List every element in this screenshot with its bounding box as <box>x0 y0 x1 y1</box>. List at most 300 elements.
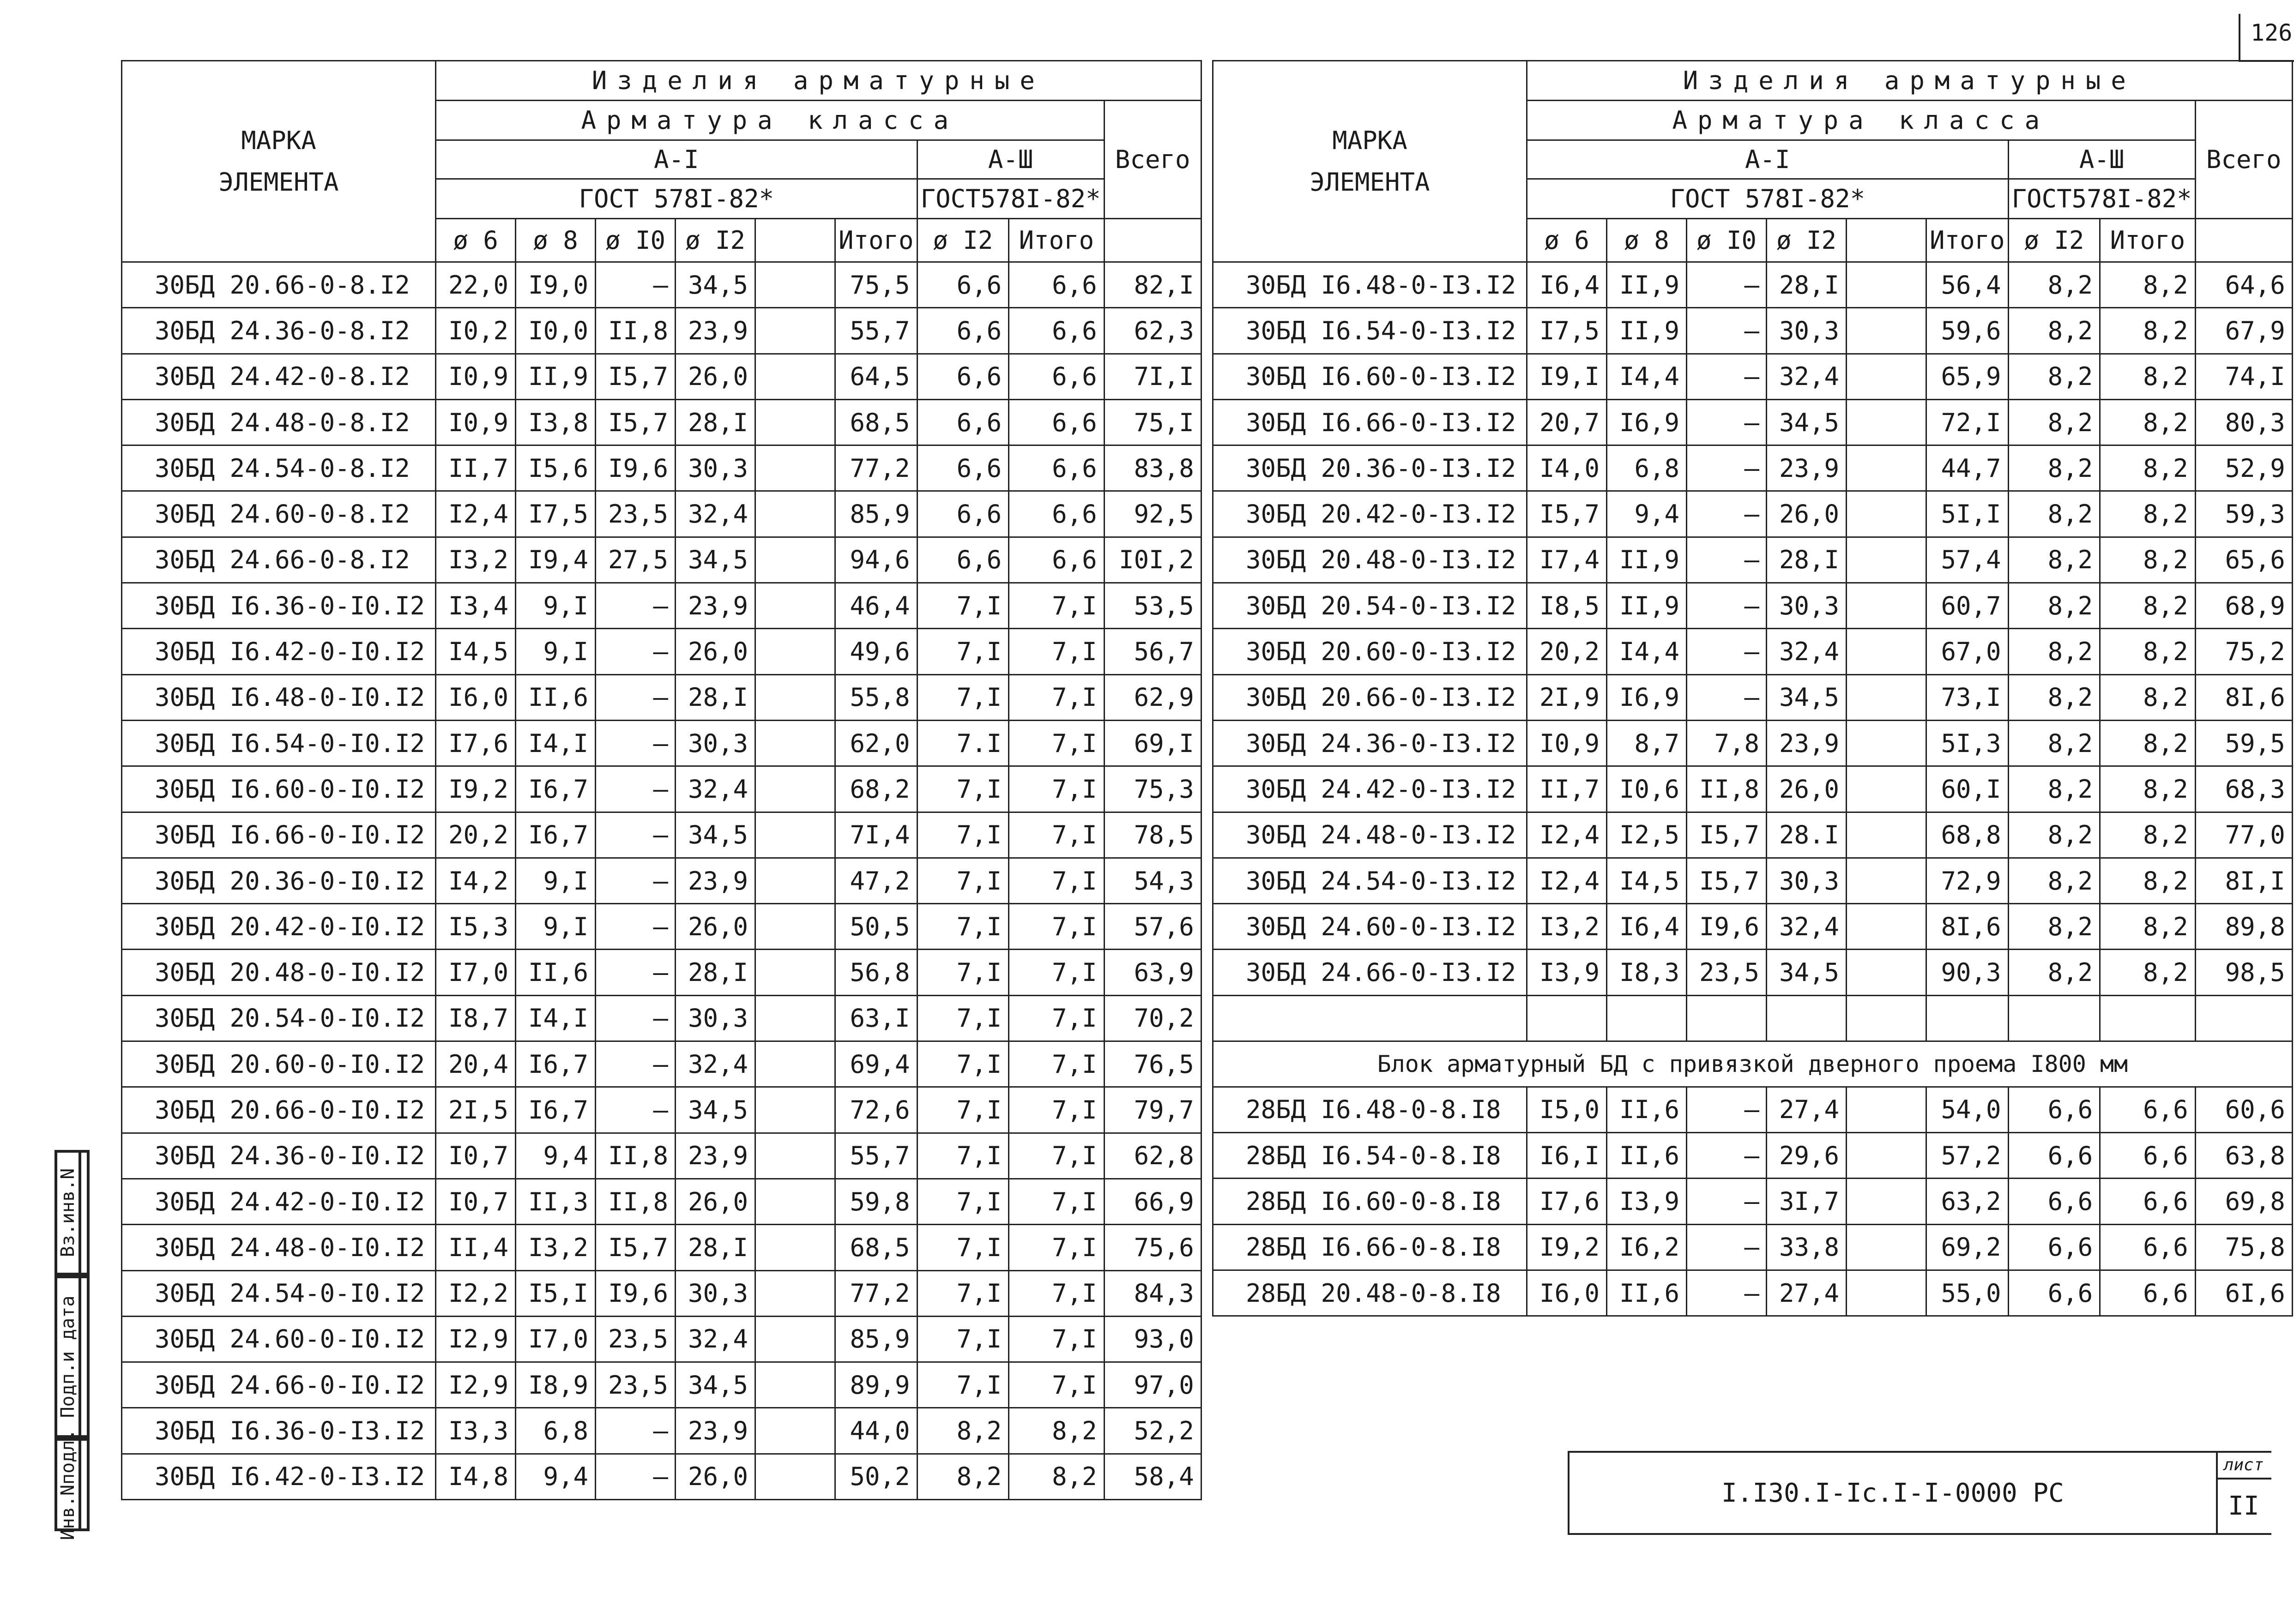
value-cell: 8,2 <box>2008 858 2100 903</box>
table-row <box>122 858 1201 903</box>
value-cell <box>1847 583 1926 629</box>
value-cell <box>755 308 835 354</box>
value-cell: 33,8 <box>1767 1224 1847 1270</box>
value-cell: 8,2 <box>2008 491 2100 537</box>
value-cell <box>755 720 835 766</box>
value-cell: 77,2 <box>835 1270 918 1316</box>
value-cell: 7,I <box>1009 950 1105 995</box>
element-mark: 30БД I6.54-0-I0.I2 <box>122 720 436 766</box>
value-cell: 8,2 <box>2100 720 2196 766</box>
value-cell: 8,2 <box>2100 583 2196 629</box>
value-cell: 68,9 <box>2195 583 2292 629</box>
value-cell: 34,5 <box>676 1087 755 1133</box>
value-cell <box>1847 1133 1926 1179</box>
value-cell: 6,6 <box>2008 1179 2100 1224</box>
element-mark: 30БД 24.60-0-I3.I2 <box>1213 904 1527 950</box>
value-cell: 80,3 <box>2195 399 2292 445</box>
value-cell: II,9 <box>516 354 596 399</box>
value-cell: 6,8 <box>516 1408 596 1454</box>
gost-header: ГОСТ 578I-82* <box>1527 179 2009 219</box>
value-cell: 7,I <box>917 1362 1009 1408</box>
value-cell: 65,6 <box>2195 537 2292 583</box>
table-row <box>122 1316 1201 1362</box>
element-mark: 30БД I6.66-0-I3.I2 <box>1213 399 1527 445</box>
value-cell <box>755 674 835 720</box>
value-cell: 28,I <box>676 674 755 720</box>
value-cell: – <box>1687 445 1767 491</box>
table-row <box>1213 262 2293 308</box>
value-cell: – <box>596 950 676 995</box>
empty-cell <box>1527 995 1607 1041</box>
value-cell: 23,9 <box>676 583 755 629</box>
table-row <box>1213 1270 2293 1316</box>
value-cell: 23,9 <box>676 308 755 354</box>
element-mark: 30БД 20.36-0-I3.I2 <box>1213 445 1527 491</box>
value-cell: 8,2 <box>2100 629 2196 674</box>
value-cell: 22,0 <box>436 262 516 308</box>
value-cell: 79,7 <box>1104 1087 1201 1133</box>
right-table-body <box>1213 262 2293 1316</box>
value-cell: I0,6 <box>1607 766 1687 812</box>
value-cell <box>755 858 835 903</box>
value-cell: – <box>596 720 676 766</box>
value-cell: I9,6 <box>596 1270 676 1316</box>
element-mark: 30БД 24.48-0-8.I2 <box>122 399 436 445</box>
table-row <box>1213 491 2293 537</box>
value-cell: 23,5 <box>596 1362 676 1408</box>
value-cell: I5,I <box>516 1270 596 1316</box>
value-cell: II,6 <box>516 674 596 720</box>
title-block <box>1568 1451 2271 1535</box>
value-cell: 26,0 <box>676 1454 755 1499</box>
value-cell: 8,2 <box>2100 904 2196 950</box>
element-mark: 30БД 20.54-0-I3.I2 <box>1213 583 1527 629</box>
value-cell: 6,6 <box>917 262 1009 308</box>
value-cell: 75,3 <box>1104 766 1201 812</box>
value-cell: 27,4 <box>1767 1270 1847 1316</box>
value-cell: I0,9 <box>1527 720 1607 766</box>
value-cell: I6,9 <box>1607 399 1687 445</box>
value-cell: 8,2 <box>2008 262 2100 308</box>
value-cell: 59,3 <box>2195 491 2292 537</box>
value-cell: 70,2 <box>1104 995 1201 1041</box>
element-mark: 28БД 20.48-0-8.I8 <box>1213 1270 1527 1316</box>
value-cell: 27,5 <box>596 537 676 583</box>
value-cell: 69,4 <box>835 1041 918 1087</box>
element-mark: 30БД 24.48-0-I0.I2 <box>122 1225 436 1270</box>
value-cell: II,7 <box>1527 766 1607 812</box>
col-d6: ø 6 <box>1527 219 1607 262</box>
total-header: Всего <box>1104 101 1201 219</box>
a3-header: А-Ш <box>2008 140 2195 179</box>
value-cell <box>755 1316 835 1362</box>
vzam-inv-label: Вз.инв.N <box>56 1151 80 1274</box>
inv-podl-label: Инв.Nподл. <box>56 1439 80 1530</box>
value-cell: – <box>1687 537 1767 583</box>
table-row <box>122 674 1201 720</box>
podp-data-label: Подп.и дата <box>56 1277 80 1437</box>
empty-cell <box>2195 995 2292 1041</box>
value-cell: I9,2 <box>436 766 516 812</box>
table-row <box>122 995 1201 1041</box>
element-mark: 30БД 20.48-0-I3.I2 <box>1213 537 1527 583</box>
value-cell <box>755 537 835 583</box>
table-row <box>122 1454 1201 1499</box>
value-cell: – <box>596 629 676 674</box>
value-cell: 7,I <box>917 629 1009 674</box>
value-cell: 64,6 <box>2195 262 2292 308</box>
element-mark: 30БД 20.66-0-I0.I2 <box>122 1087 436 1133</box>
value-cell: 68,5 <box>835 1225 918 1270</box>
value-cell: 20,2 <box>436 812 516 858</box>
value-cell: 9,I <box>516 858 596 903</box>
value-cell: 9,4 <box>1607 491 1687 537</box>
value-cell: 8,2 <box>2008 445 2100 491</box>
value-cell: I7,4 <box>1527 537 1607 583</box>
side-stamp <box>54 1072 119 1540</box>
empty-cell <box>1847 995 1926 1041</box>
value-cell: – <box>1687 674 1767 720</box>
value-cell <box>1847 904 1926 950</box>
value-cell: 56,4 <box>1926 262 2009 308</box>
value-cell: 7,I <box>917 1087 1009 1133</box>
value-cell: 8,2 <box>2008 629 2100 674</box>
value-cell: 65,9 <box>1926 354 2009 399</box>
value-cell: 57,6 <box>1104 904 1201 950</box>
value-cell <box>755 1179 835 1224</box>
value-cell: 62,0 <box>835 720 918 766</box>
value-cell: – <box>1687 491 1767 537</box>
value-cell <box>755 1270 835 1316</box>
value-cell: 7,I <box>917 1041 1009 1087</box>
value-cell: 67,9 <box>2195 308 2292 354</box>
element-mark: 30БД I6.54-0-I3.I2 <box>1213 308 1527 354</box>
element-mark: 30БД I6.60-0-I3.I2 <box>1213 354 1527 399</box>
value-cell: – <box>596 262 676 308</box>
table-row <box>1213 354 2293 399</box>
value-cell: 8,2 <box>2008 308 2100 354</box>
value-cell: 72,9 <box>1926 858 2009 903</box>
value-cell: II,8 <box>596 1179 676 1224</box>
value-cell: 63,2 <box>1926 1179 2009 1224</box>
empty-cell <box>1767 995 1847 1041</box>
value-cell: – <box>1687 262 1767 308</box>
value-cell: 55,7 <box>835 1133 918 1179</box>
value-cell: 6,6 <box>917 354 1009 399</box>
value-cell: 57,4 <box>1926 537 2009 583</box>
element-mark: 30БД I6.42-0-I3.I2 <box>122 1454 436 1499</box>
value-cell <box>1847 1224 1926 1270</box>
value-cell: 7,I <box>917 1225 1009 1270</box>
value-cell: 7,I <box>917 1179 1009 1224</box>
element-mark: 30БД 24.66-0-I3.I2 <box>1213 950 1527 995</box>
value-cell: 30,3 <box>676 720 755 766</box>
value-cell: I9,2 <box>1527 1224 1607 1270</box>
inv-podl-cell <box>80 1439 88 1530</box>
value-cell: 7,I <box>1009 995 1105 1041</box>
value-cell: I0I,2 <box>1104 537 1201 583</box>
value-cell: 8,2 <box>2008 674 2100 720</box>
value-cell: 49,6 <box>835 629 918 674</box>
table-row <box>122 812 1201 858</box>
value-cell: 9,4 <box>516 1454 596 1499</box>
table-row <box>1213 1087 2293 1132</box>
value-cell: II,9 <box>1607 583 1687 629</box>
value-cell: 23,9 <box>676 858 755 903</box>
value-cell: 59,5 <box>2195 720 2292 766</box>
value-cell: 5I,3 <box>1926 720 2009 766</box>
value-cell: – <box>1687 308 1767 354</box>
value-cell: I2,5 <box>1607 812 1687 858</box>
table-row <box>1213 445 2293 491</box>
value-cell: 32,4 <box>676 766 755 812</box>
value-cell: I5,7 <box>596 1225 676 1270</box>
table-row <box>1213 1224 2293 1270</box>
value-cell: 89,8 <box>2195 904 2292 950</box>
table-row <box>122 1225 1201 1270</box>
value-cell: 56,8 <box>835 950 918 995</box>
gost-header: ГОСТ578I-82* <box>917 179 1104 219</box>
value-cell: 7I,I <box>1104 354 1201 399</box>
element-mark: 30БД 24.42-0-I3.I2 <box>1213 766 1527 812</box>
value-cell: 75,5 <box>835 262 918 308</box>
value-cell: – <box>596 904 676 950</box>
value-cell: II,3 <box>516 1179 596 1224</box>
spacer-row <box>1213 995 2293 1041</box>
table-row <box>1213 1133 2293 1179</box>
value-cell: 52,2 <box>1104 1408 1201 1454</box>
table-row <box>1213 950 2293 995</box>
value-cell: 72,6 <box>835 1087 918 1133</box>
value-cell <box>1847 629 1926 674</box>
value-cell: 54,0 <box>1926 1087 2009 1132</box>
value-cell: 63,8 <box>2195 1133 2292 1179</box>
value-cell: 34,5 <box>1767 674 1847 720</box>
table-row <box>122 629 1201 674</box>
value-cell: 63,9 <box>1104 950 1201 995</box>
element-mark: 30БД 20.60-0-I0.I2 <box>122 1041 436 1087</box>
value-cell: I4,8 <box>436 1454 516 1499</box>
value-cell: I6,4 <box>1527 262 1607 308</box>
element-mark: 30БД I6.48-0-I3.I2 <box>1213 262 1527 308</box>
value-cell: 77,2 <box>835 445 918 491</box>
document-code: I.I30.I-Ic.I-I-0000 PC <box>1570 1453 2218 1533</box>
value-cell: 6,6 <box>917 537 1009 583</box>
value-cell: 76,5 <box>1104 1041 1201 1087</box>
value-cell: 34,5 <box>1767 399 1847 445</box>
value-cell: 55,8 <box>835 674 918 720</box>
table-row <box>122 720 1201 766</box>
value-cell: 7,I <box>1009 812 1105 858</box>
value-cell: 46,4 <box>835 583 918 629</box>
class-header: Арматура класса <box>436 101 1105 140</box>
table-row <box>1213 904 2293 950</box>
value-cell: – <box>596 674 676 720</box>
value-cell: I6,7 <box>516 812 596 858</box>
value-cell: II,6 <box>1607 1087 1687 1132</box>
block-title: Блок арматурный БД с привязкой дверного проема I800 мм <box>1213 1041 2293 1087</box>
value-cell: 2I,9 <box>1527 674 1607 720</box>
value-cell <box>755 1041 835 1087</box>
value-cell: 9,4 <box>516 1133 596 1179</box>
value-cell: I5,6 <box>516 445 596 491</box>
value-cell: 7,I <box>917 766 1009 812</box>
value-cell: 8,2 <box>917 1454 1009 1499</box>
a3-header: А-Ш <box>917 140 1104 179</box>
value-cell: I5,7 <box>1687 858 1767 903</box>
value-cell: 7,I <box>1009 1179 1105 1224</box>
value-cell: 28,I <box>676 1225 755 1270</box>
value-cell: 55,0 <box>1926 1270 2009 1316</box>
value-cell: I7,6 <box>436 720 516 766</box>
value-cell: 92,5 <box>1104 491 1201 537</box>
element-mark: 30БД 24.36-0-I0.I2 <box>122 1133 436 1179</box>
value-cell: II,7 <box>436 445 516 491</box>
value-cell: – <box>596 995 676 1041</box>
sheet-number: II <box>2228 1491 2259 1521</box>
value-cell: 23,9 <box>1767 720 1847 766</box>
left-table-body <box>122 262 1201 1500</box>
col-itogo: Итого <box>1926 219 2009 262</box>
value-cell: – <box>596 766 676 812</box>
mark-header: МАРКА ЭЛЕМЕНТА <box>122 61 436 262</box>
value-cell: 73,I <box>1926 674 2009 720</box>
value-cell <box>1847 812 1926 858</box>
value-cell: 60,I <box>1926 766 2009 812</box>
value-cell: 69,I <box>1104 720 1201 766</box>
table-row <box>1213 812 2293 858</box>
mark-header: МАРКА ЭЛЕМЕНТА <box>1213 61 1527 262</box>
gost-header: ГОСТ578I-82* <box>2008 179 2195 219</box>
value-cell: I0,9 <box>436 399 516 445</box>
value-cell: 30,3 <box>1767 858 1847 903</box>
value-cell: 26,0 <box>676 629 755 674</box>
value-cell <box>755 1362 835 1408</box>
value-cell: 29,6 <box>1767 1133 1847 1179</box>
element-mark: 30БД 20.48-0-I0.I2 <box>122 950 436 995</box>
value-cell: I3,9 <box>1527 950 1607 995</box>
table-row <box>122 1362 1201 1408</box>
value-cell: I4,4 <box>1607 354 1687 399</box>
value-cell: 8,2 <box>2008 720 2100 766</box>
value-cell: – <box>1687 399 1767 445</box>
value-cell: 82,I <box>1104 262 1201 308</box>
table-row <box>122 1408 1201 1454</box>
value-cell: I6,9 <box>1607 674 1687 720</box>
value-cell <box>755 995 835 1041</box>
value-cell: 8,2 <box>917 1408 1009 1454</box>
table-row <box>122 1133 1201 1179</box>
value-cell: 59,8 <box>835 1179 918 1224</box>
left-spec-table <box>121 60 1202 1500</box>
value-cell <box>755 812 835 858</box>
value-cell: 7,8 <box>1687 720 1767 766</box>
value-cell: 62,8 <box>1104 1133 1201 1179</box>
value-cell: 7,I <box>917 1316 1009 1362</box>
value-cell <box>755 1133 835 1179</box>
value-cell: I3,2 <box>436 537 516 583</box>
value-cell: 94,6 <box>835 537 918 583</box>
element-mark: 30БД 20.42-0-I3.I2 <box>1213 491 1527 537</box>
value-cell: 85,9 <box>835 491 918 537</box>
value-cell: I6,2 <box>1607 1224 1687 1270</box>
value-cell: I5,7 <box>596 399 676 445</box>
value-cell: 32,4 <box>1767 904 1847 950</box>
total-spacer <box>1104 219 1201 262</box>
value-cell: 7,I <box>1009 904 1105 950</box>
value-cell: 26,0 <box>676 904 755 950</box>
value-cell: 7,I <box>1009 1087 1105 1133</box>
value-cell: 7,I <box>1009 1133 1105 1179</box>
value-cell: 34,5 <box>676 812 755 858</box>
value-cell: 8,2 <box>2100 445 2196 491</box>
element-mark: 30БД I6.36-0-I0.I2 <box>122 583 436 629</box>
value-cell: 8,2 <box>2100 674 2196 720</box>
value-cell <box>755 950 835 995</box>
value-cell: – <box>1687 629 1767 674</box>
value-cell: 7,I <box>1009 1316 1105 1362</box>
value-cell: 62,3 <box>1104 308 1201 354</box>
value-cell: 52,9 <box>2195 445 2292 491</box>
value-cell: 75,8 <box>2195 1224 2292 1270</box>
gost-header: ГОСТ 578I-82* <box>436 179 918 219</box>
value-cell: I6,4 <box>1607 904 1687 950</box>
group-header: Изделия арматурные <box>436 61 1201 101</box>
value-cell: I4,0 <box>1527 445 1607 491</box>
value-cell: 8,2 <box>2008 904 2100 950</box>
value-cell: 7,I <box>1009 720 1105 766</box>
value-cell: 5I,I <box>1926 491 2009 537</box>
table-row <box>1213 399 2293 445</box>
value-cell: I5,0 <box>1527 1087 1607 1132</box>
value-cell: I3,2 <box>516 1225 596 1270</box>
element-mark: 30БД 20.60-0-I3.I2 <box>1213 629 1527 674</box>
value-cell: 55,7 <box>835 308 918 354</box>
element-mark: 30БД 24.60-0-8.I2 <box>122 491 436 537</box>
a1-header: А-I <box>1527 140 2009 179</box>
value-cell: I6,0 <box>436 674 516 720</box>
element-mark: 30БД 24.48-0-I3.I2 <box>1213 812 1527 858</box>
value-cell: 28,I <box>1767 537 1847 583</box>
value-cell: 6,6 <box>917 491 1009 537</box>
value-cell <box>1847 766 1926 812</box>
value-cell: 26,0 <box>1767 491 1847 537</box>
col-d6: ø 6 <box>436 219 516 262</box>
value-cell <box>755 583 835 629</box>
element-mark: 30БД 20.36-0-I0.I2 <box>122 858 436 903</box>
value-cell: 6,6 <box>917 308 1009 354</box>
value-cell: 23,9 <box>676 1133 755 1179</box>
value-cell <box>1847 445 1926 491</box>
value-cell: – <box>596 858 676 903</box>
value-cell <box>1847 354 1926 399</box>
value-cell: – <box>596 583 676 629</box>
value-cell: 34,5 <box>676 262 755 308</box>
value-cell: 7,I <box>1009 1270 1105 1316</box>
value-cell: 7,I <box>1009 1225 1105 1270</box>
table-row <box>122 354 1201 399</box>
value-cell: I4,5 <box>436 629 516 674</box>
value-cell: I6,7 <box>516 1087 596 1133</box>
value-cell: 8,2 <box>2100 491 2196 537</box>
block-title-row <box>1213 1041 2293 1087</box>
value-cell: 23,9 <box>1767 445 1847 491</box>
value-cell: 28,I <box>676 950 755 995</box>
value-cell: 7,I <box>917 583 1009 629</box>
value-cell: 60,7 <box>1926 583 2009 629</box>
value-cell: I0,2 <box>436 308 516 354</box>
value-cell: 9,I <box>516 629 596 674</box>
